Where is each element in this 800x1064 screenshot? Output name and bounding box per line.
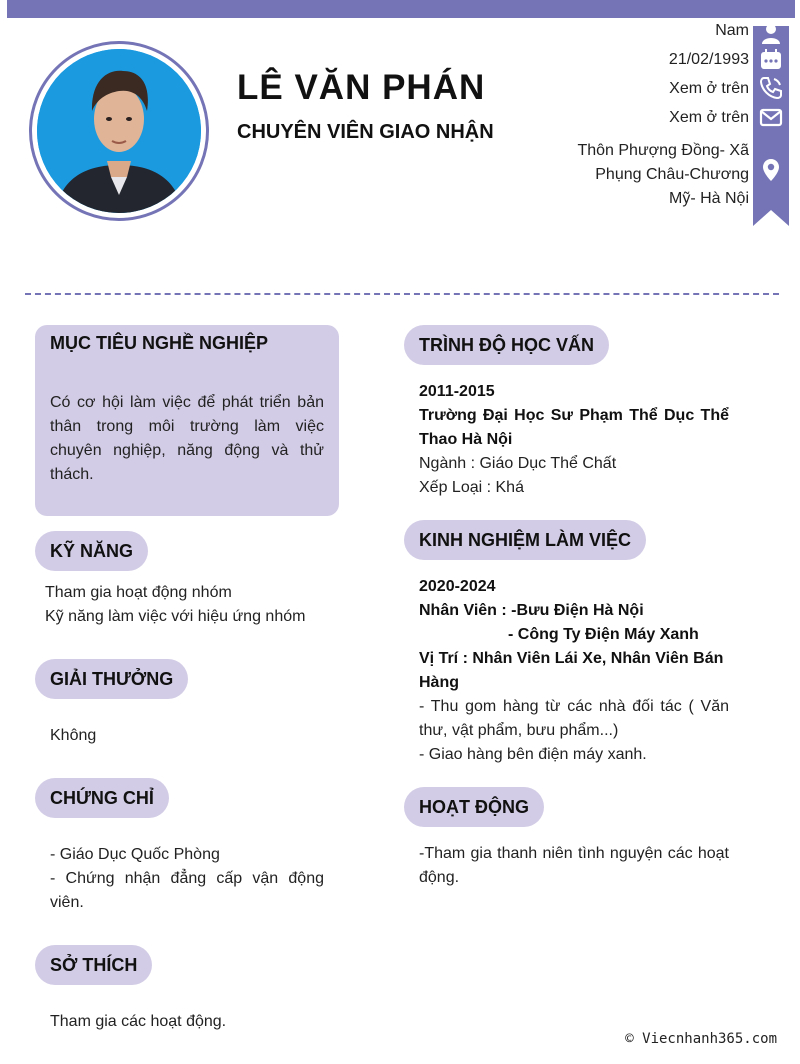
section-heading: MỤC TIÊU NGHỀ NGHIỆP <box>50 333 269 353</box>
activities-heading: HOẠT ĐỘNG <box>404 787 544 827</box>
calendar-icon <box>757 45 785 73</box>
address-line: Phụng Châu-Chương <box>595 166 749 183</box>
skill-item: Tham gia hoạt động nhóm <box>45 584 232 601</box>
employer-line: Nhân Viên : -Bưu Điện Hà Nội <box>419 602 644 619</box>
activities-text: -Tham gia thanh niên tình nguyện các hoạt động. <box>419 845 729 886</box>
certificate-item: - Chứng nhận đẳng cấp vận động viên. <box>50 870 324 911</box>
major: Ngành : Giáo Dục Thể Chất <box>419 455 617 472</box>
employer-line: - Công Ty Điện Máy Xanh <box>508 626 699 643</box>
avatar <box>37 49 201 213</box>
section-divider <box>25 293 779 295</box>
address-line: Thôn Phượng Đồng- Xã <box>577 142 749 159</box>
duty-item: - Giao hàng bên điện máy xanh. <box>419 746 647 763</box>
location-icon <box>757 156 785 184</box>
job-title: CHUYÊN VIÊN GIAO NHẬN <box>237 121 494 143</box>
skills-heading: KỸ NĂNG <box>35 531 148 571</box>
avatar-frame <box>29 41 209 221</box>
top-accent-bar <box>7 0 795 18</box>
grade: Xếp Loại : Khá <box>419 479 524 496</box>
education-heading: TRÌNH ĐỘ HỌC VẤN <box>404 325 609 365</box>
birthdate-value: 21/02/1993 <box>668 51 749 68</box>
position: Vị Trí : Nhân Viên Lái Xe, Nhân Viên Bán Hàng <box>419 650 724 691</box>
duty-item: - Thu gom hàng từ các nhà đối tác ( Văn thư, vật phẩm, bưu phẩm...) <box>419 698 729 739</box>
profile-photo <box>37 49 201 213</box>
hobbies-text: Tham gia các hoạt động. <box>50 1013 227 1030</box>
awards-heading: GIẢI THƯỞNG <box>35 659 188 699</box>
education-period: 2011-2015 <box>419 383 495 400</box>
email-icon <box>757 103 785 131</box>
email-value: Xem ở trên <box>669 109 749 126</box>
footer-credit: © Viecnhanh365.com <box>625 1031 777 1047</box>
gender-value: Nam <box>715 22 749 39</box>
school-name: Trường Đại Học Sư Phạm Thể Dục Thể Thao Hà Nội <box>419 407 729 448</box>
candidate-name: LÊ VĂN PHÁN <box>237 68 486 107</box>
experience-period: 2020-2024 <box>419 578 496 595</box>
certificate-item: - Giáo Dục Quốc Phòng <box>50 846 220 863</box>
experience-heading: KINH NGHIỆM LÀM VIỆC <box>404 520 646 560</box>
address-line: Mỹ- Hà Nội <box>668 190 749 207</box>
phone-icon <box>757 74 785 102</box>
career-objective-section <box>35 325 339 516</box>
phone-value: Xem ở trên <box>669 80 749 97</box>
address <box>529 139 749 211</box>
certificates-heading: CHỨNG CHỈ <box>35 778 169 818</box>
user-icon <box>757 20 785 48</box>
objective-text: Có cơ hội làm việc để phát triển bản thân trong môi trường làm việc chuyên nghiệp, năng động và thử thách. <box>50 394 324 483</box>
hobbies-heading: SỞ THÍCH <box>35 945 152 985</box>
skill-item: Kỹ năng làm việc với hiệu ứng nhóm <box>45 608 306 625</box>
awards-text: Không <box>50 727 97 744</box>
contact-info <box>529 20 749 211</box>
